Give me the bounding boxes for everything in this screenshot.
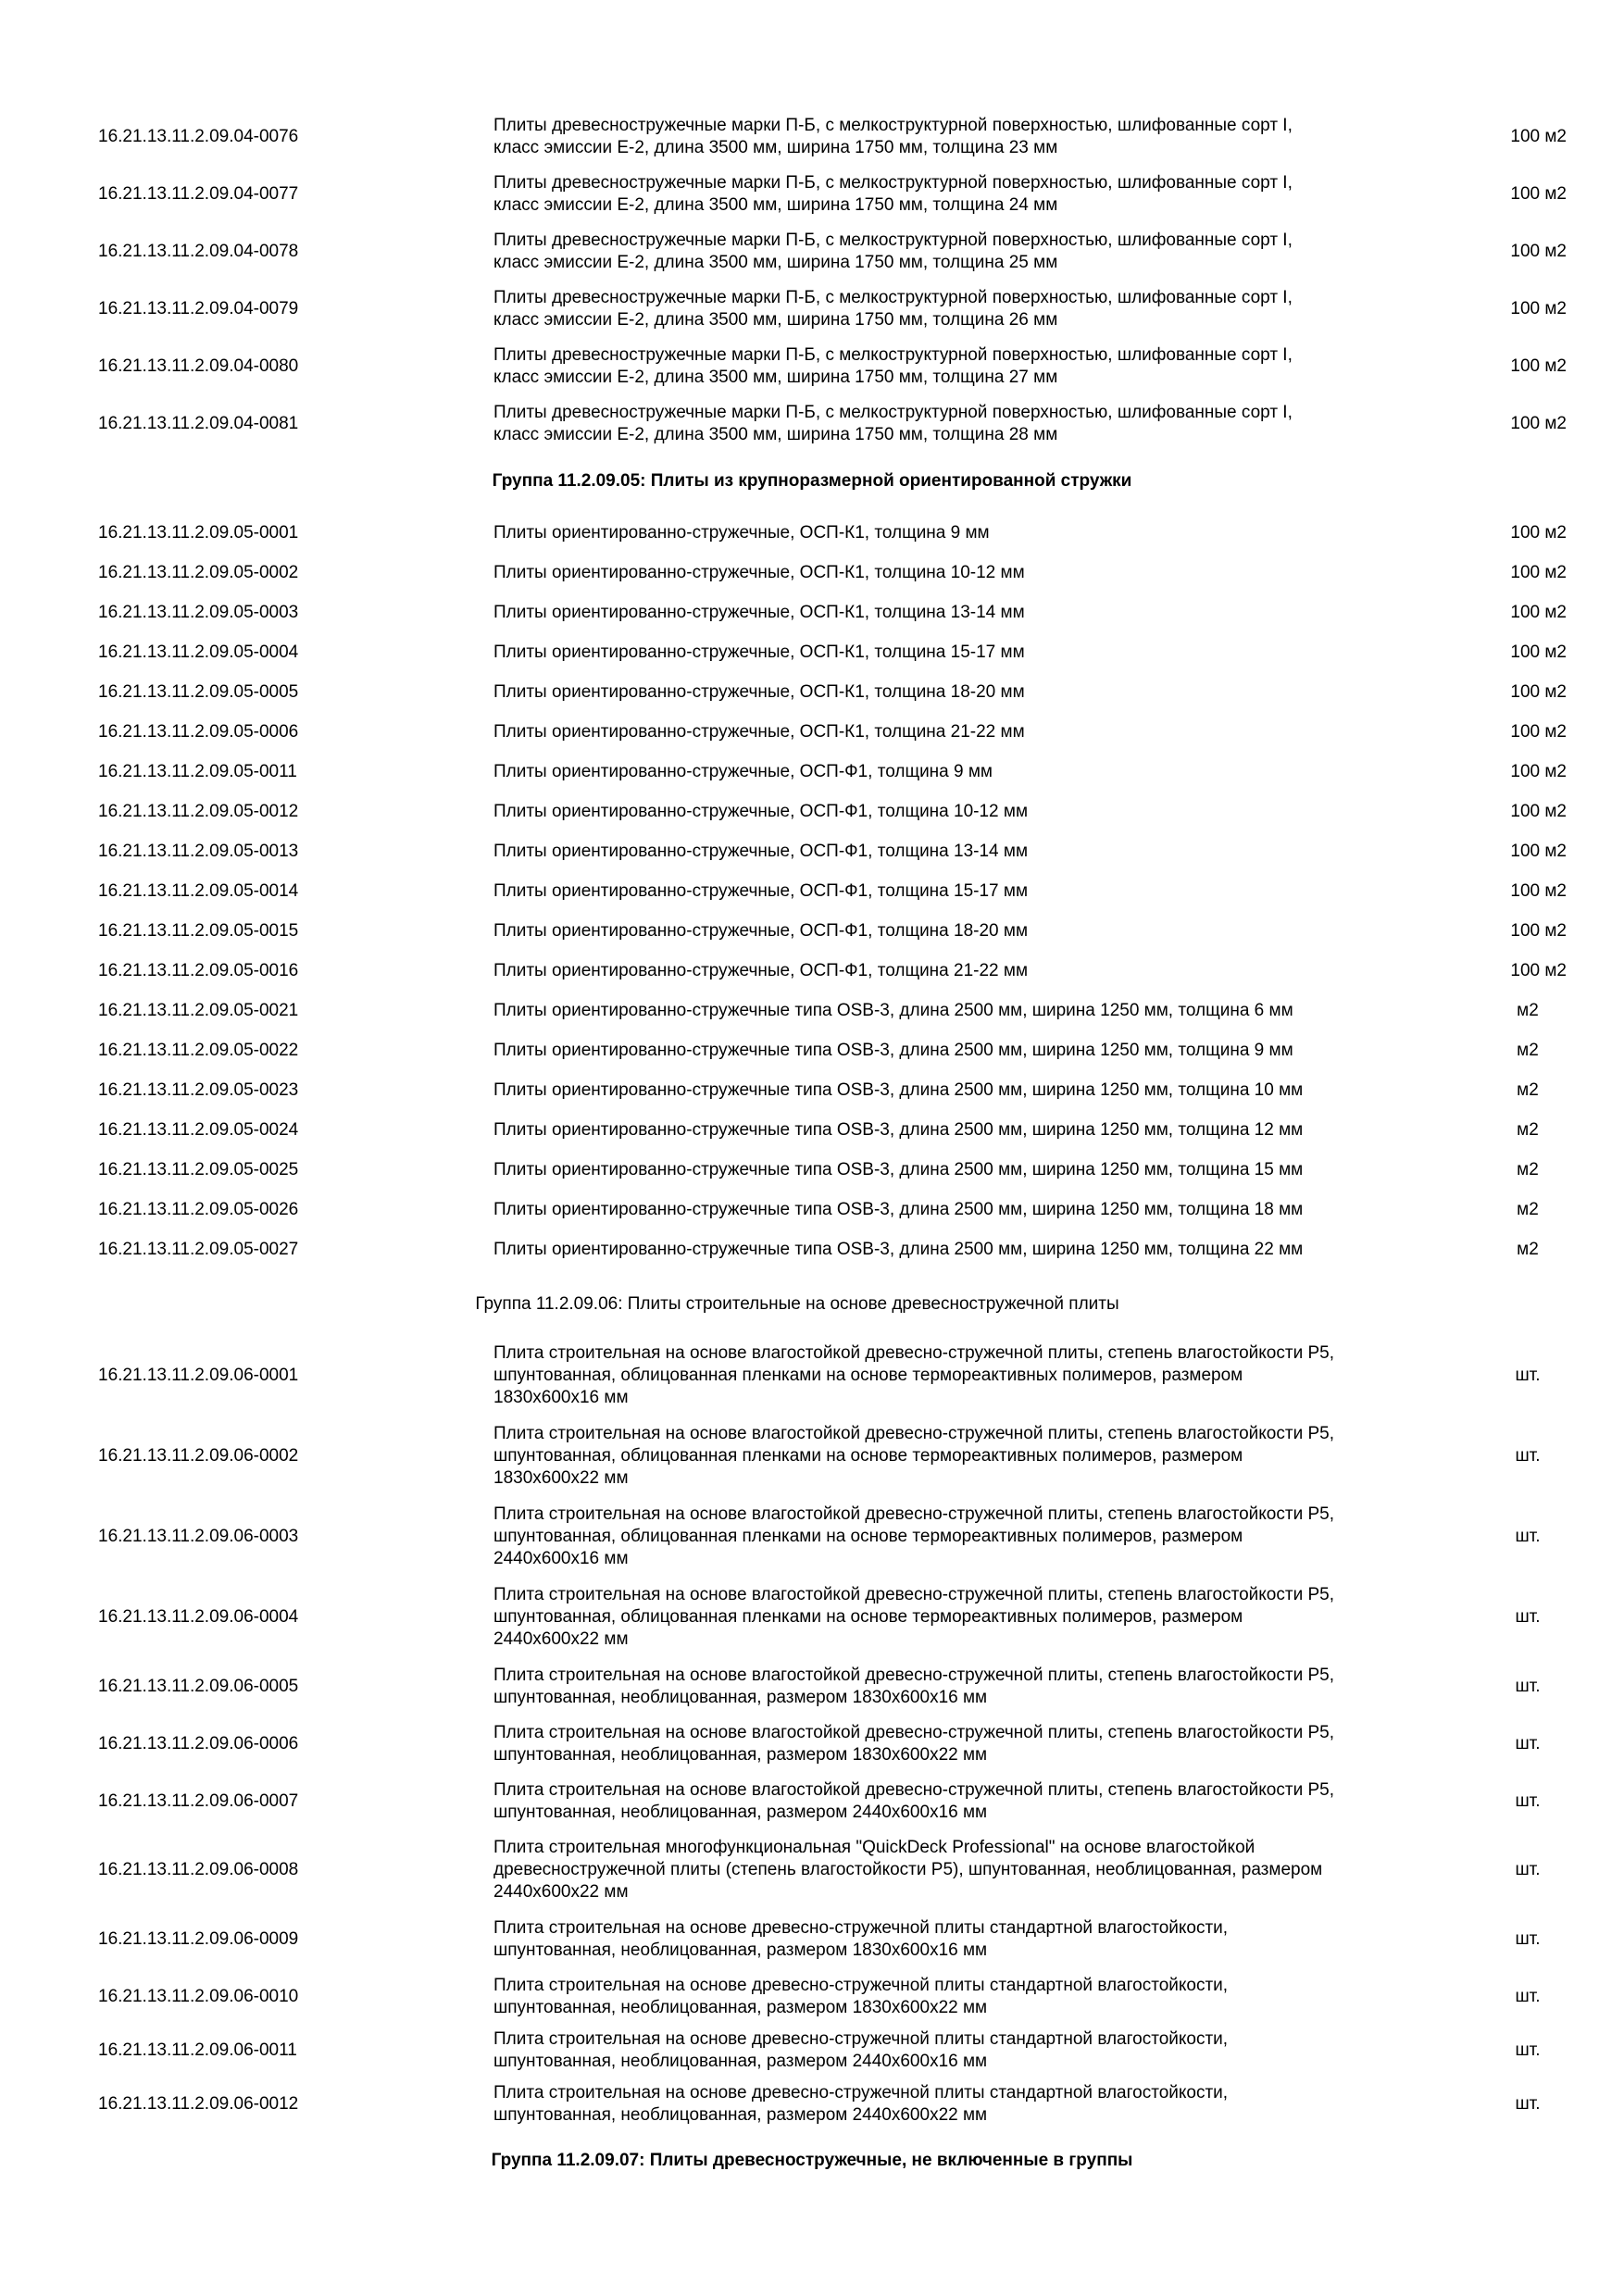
- item-description: Плиты древесностружечные марки П-Б, с мелкоструктурной поверхностью, шлифованные сорт I, класс эмиссии Е-2, длина 3500 мм, ширина 1750 мм, толщина 24 мм: [493, 173, 1293, 215]
- item-description: Плиты ориентированно-стружечные типа OSB-3, длина 2500 мм, ширина 1250 мм, толщина 9 мм: [493, 1041, 1293, 1060]
- item-code: 16.21.13.11.2.09.04-0080: [98, 356, 299, 376]
- item-code: 16.21.13.11.2.09.06-0004: [98, 1607, 299, 1627]
- item-unit: 100 м2: [1510, 842, 1567, 861]
- item-description: Плита строительная на основе древесно-стружечной плиты стандартной влагостойкости, шпунтованная, необлицованная, размером 2440х600х22 мм: [493, 2083, 1229, 2125]
- item-code: 16.21.13.11.2.09.06-0001: [98, 1366, 299, 1385]
- item-unit: шт.: [1515, 1607, 1541, 1627]
- item-description: Плиты ориентированно-стружечные, ОСП-К1, толщина 21-22 мм: [493, 722, 1025, 742]
- item-description: Плиты ориентированно-стружечные, ОСП-К1, толщина 15-17 мм: [493, 643, 1025, 662]
- item-description: Плита строительная на основе древесно-стружечной плиты стандартной влагостойкости, шпунтованная, необлицованная, размером 2440х600х16 мм: [493, 2029, 1229, 2071]
- item-unit: шт.: [1515, 1446, 1541, 1466]
- item-description: Плиты ориентированно-стружечные, ОСП-К1, толщина 10-12 мм: [493, 563, 1025, 582]
- item-code: 16.21.13.11.2.09.05-0021: [98, 1001, 299, 1020]
- item-unit: м2: [1517, 1240, 1539, 1259]
- item-description: Плиты ориентированно-стружечные типа OSB-3, длина 2500 мм, ширина 1250 мм, толщина 15 мм: [493, 1160, 1304, 1179]
- item-unit: м2: [1517, 1120, 1539, 1140]
- item-code: 16.21.13.11.2.09.05-0024: [98, 1120, 299, 1140]
- item-code: 16.21.13.11.2.09.04-0078: [98, 242, 299, 261]
- item-description: Плиты древесностружечные марки П-Б, с мелкоструктурной поверхностью, шлифованные сорт I, класс эмиссии Е-2, длина 3500 мм, ширина 1750 мм, толщина 27 мм: [493, 345, 1293, 387]
- item-unit: 100 м2: [1510, 414, 1567, 433]
- item-description: Плиты ориентированно-стружечные, ОСП-Ф1, толщина 18-20 мм: [493, 921, 1029, 941]
- item-code: 16.21.13.11.2.09.05-0012: [98, 802, 299, 821]
- item-description: Плиты ориентированно-стружечные типа OSB-3, длина 2500 мм, ширина 1250 мм, толщина 18 мм: [493, 1200, 1304, 1219]
- item-code: 16.21.13.11.2.09.06-0008: [98, 1860, 299, 1879]
- item-unit: м2: [1517, 1160, 1539, 1179]
- item-code: 16.21.13.11.2.09.05-0023: [98, 1080, 299, 1100]
- item-code: 16.21.13.11.2.09.05-0015: [98, 921, 299, 941]
- item-unit: 100 м2: [1510, 299, 1567, 318]
- item-code: 16.21.13.11.2.09.06-0002: [98, 1446, 299, 1466]
- item-unit: шт.: [1515, 1929, 1541, 1949]
- item-code: 16.21.13.11.2.09.05-0016: [98, 961, 299, 980]
- item-unit: 100 м2: [1510, 881, 1567, 901]
- item-code: 16.21.13.11.2.09.05-0025: [98, 1160, 299, 1179]
- item-description: Плиты ориентированно-стружечные, ОСП-Ф1, толщина 10-12 мм: [493, 802, 1029, 821]
- item-unit: 100 м2: [1510, 762, 1567, 781]
- item-description: Плиты древесностружечные марки П-Б, с мелкоструктурной поверхностью, шлифованные сорт I, класс эмиссии Е-2, длина 3500 мм, ширина 1750 мм, толщина 25 мм: [493, 231, 1293, 272]
- table-row: [0, 287, 1624, 331]
- group-heading: Группа 11.2.09.07: Плиты древесностружечные, не включенные в группы: [491, 2151, 1133, 2170]
- item-code: 16.21.13.11.2.09.06-0012: [98, 2094, 299, 2114]
- group-heading: Группа 11.2.09.05: Плиты из крупноразмерной ориентированной стружки: [492, 471, 1132, 491]
- table-row: [0, 172, 1624, 217]
- item-unit: шт.: [1515, 1860, 1541, 1879]
- item-description: Плиты ориентированно-стружечные, ОСП-Ф1, толщина 21-22 мм: [493, 961, 1029, 980]
- item-unit: шт.: [1515, 1527, 1541, 1546]
- item-code: 16.21.13.11.2.09.05-0026: [98, 1200, 299, 1219]
- item-unit: 100 м2: [1510, 722, 1567, 742]
- item-code: 16.21.13.11.2.09.04-0079: [98, 299, 299, 318]
- item-description: Плиты ориентированно-стружечные типа OSB-3, длина 2500 мм, ширина 1250 мм, толщина 10 мм: [493, 1080, 1304, 1100]
- table-row: [0, 230, 1624, 274]
- item-code: 16.21.13.11.2.09.05-0027: [98, 1240, 299, 1259]
- item-unit: шт.: [1515, 1677, 1541, 1696]
- item-description: Плиты ориентированно-стружечные типа OSB-3, длина 2500 мм, ширина 1250 мм, толщина 12 мм: [493, 1120, 1304, 1140]
- item-description: Плита строительная на основе влагостойкой древесно-стружечной плиты, степень влагостойкости Р5, шпунтованная, облицованная пленками на основе термореактивных полимеров, размером 2440х600х22 мм: [493, 1585, 1334, 1649]
- item-code: 16.21.13.11.2.09.06-0011: [98, 2040, 297, 2060]
- item-unit: 100 м2: [1510, 523, 1567, 543]
- group-heading: Группа 11.2.09.06: Плиты строительные на основе древесностружечной плиты: [475, 1294, 1119, 1314]
- item-unit: 100 м2: [1510, 184, 1567, 204]
- item-code: 16.21.13.11.2.09.05-0014: [98, 881, 299, 901]
- item-code: 16.21.13.11.2.09.05-0011: [98, 762, 297, 781]
- item-code: 16.21.13.11.2.09.05-0003: [98, 603, 299, 622]
- item-description: Плиты древесностружечные марки П-Б, с мелкоструктурной поверхностью, шлифованные сорт I, класс эмиссии Е-2, длина 3500 мм, ширина 1750 мм, толщина 26 мм: [493, 288, 1293, 330]
- table-row: [0, 115, 1624, 159]
- item-code: 16.21.13.11.2.09.04-0077: [98, 184, 299, 204]
- item-code: 16.21.13.11.2.09.05-0001: [98, 523, 299, 543]
- item-description: Плита строительная на основе влагостойкой древесно-стружечной плиты, степень влагостойкости Р5, шпунтованная, необлицованная, размером 1830х600х16 мм: [493, 1666, 1334, 1707]
- item-description: Плиты ориентированно-стружечные типа OSB-3, длина 2500 мм, ширина 1250 мм, толщина 6 мм: [493, 1001, 1293, 1020]
- item-description: Плита строительная на основе влагостойкой древесно-стружечной плиты, степень влагостойкости Р5, шпунтованная, облицованная пленками на основе термореактивных полимеров, размером 1830х600х22 мм: [493, 1424, 1334, 1488]
- item-description: Плиты древесностружечные марки П-Б, с мелкоструктурной поверхностью, шлифованные сорт I, класс эмиссии Е-2, длина 3500 мм, ширина 1750 мм, толщина 23 мм: [493, 116, 1293, 157]
- item-unit: шт.: [1515, 2094, 1541, 2114]
- item-code: 16.21.13.11.2.09.05-0005: [98, 682, 299, 702]
- item-code: 16.21.13.11.2.09.05-0022: [98, 1041, 299, 1060]
- item-unit: шт.: [1515, 1987, 1541, 2006]
- item-description: Плита строительная многофункциональная "QuickDeck Professional" на основе влагостойкой древесностружечной плиты (степень влагостойкости Р5), шпунтованная, необлицованная, размером 2440х600х22 мм: [493, 1838, 1323, 1902]
- item-description: Плиты ориентированно-стружечные, ОСП-Ф1, толщина 9 мм: [493, 762, 993, 781]
- item-unit: 100 м2: [1510, 127, 1567, 146]
- item-description: Плиты ориентированно-стружечные, ОСП-К1, толщина 18-20 мм: [493, 682, 1025, 702]
- item-description: Плита строительная на основе влагостойкой древесно-стружечной плиты, степень влагостойкости Р5, шпунтованная, облицованная пленками на основе термореактивных полимеров, размером 1830х600х16 мм: [493, 1343, 1334, 1407]
- item-code: 16.21.13.11.2.09.05-0002: [98, 563, 299, 582]
- item-description: Плиты ориентированно-стружечные, ОСП-Ф1, толщина 15-17 мм: [493, 881, 1029, 901]
- item-unit: 100 м2: [1510, 802, 1567, 821]
- item-unit: м2: [1517, 1041, 1539, 1060]
- item-code: 16.21.13.11.2.09.05-0004: [98, 643, 299, 662]
- item-code: 16.21.13.11.2.09.04-0081: [98, 414, 299, 433]
- item-code: 16.21.13.11.2.09.06-0010: [98, 1987, 299, 2006]
- item-unit: 100 м2: [1510, 682, 1567, 702]
- item-unit: 100 м2: [1510, 603, 1567, 622]
- item-code: 16.21.13.11.2.09.06-0006: [98, 1734, 299, 1753]
- item-code: 16.21.13.11.2.09.04-0076: [98, 127, 299, 146]
- item-code: 16.21.13.11.2.09.06-0003: [98, 1527, 299, 1546]
- item-description: Плита строительная на основе древесно-стружечной плиты стандартной влагостойкости, шпунтованная, необлицованная, размером 1830х600х22 мм: [493, 1976, 1229, 2017]
- item-description: Плиты ориентированно-стружечные, ОСП-К1, толщина 9 мм: [493, 523, 990, 543]
- item-description: Плиты ориентированно-стружечные, ОСП-Ф1, толщина 13-14 мм: [493, 842, 1029, 861]
- item-unit: 100 м2: [1510, 242, 1567, 261]
- table-row: [0, 402, 1624, 446]
- item-unit: 100 м2: [1510, 961, 1567, 980]
- item-unit: шт.: [1515, 2040, 1541, 2060]
- item-code: 16.21.13.11.2.09.06-0009: [98, 1929, 299, 1949]
- item-code: 16.21.13.11.2.09.05-0013: [98, 842, 299, 861]
- item-description: Плиты ориентированно-стружечные типа OSB-3, длина 2500 мм, ширина 1250 мм, толщина 22 мм: [493, 1240, 1304, 1259]
- item-code: 16.21.13.11.2.09.06-0007: [98, 1791, 299, 1811]
- item-code: 16.21.13.11.2.09.06-0005: [98, 1677, 299, 1696]
- item-unit: шт.: [1515, 1734, 1541, 1753]
- item-code: 16.21.13.11.2.09.05-0006: [98, 722, 299, 742]
- item-description: Плита строительная на основе древесно-стружечной плиты стандартной влагостойкости, шпунтованная, необлицованная, размером 1830х600х16 мм: [493, 1918, 1229, 1960]
- item-description: Плита строительная на основе влагостойкой древесно-стружечной плиты, степень влагостойкости Р5, шпунтованная, облицованная пленками на основе термореактивных полимеров, размером 2440х600х16 мм: [493, 1504, 1334, 1568]
- item-description: Плита строительная на основе влагостойкой древесно-стружечной плиты, степень влагостойкости Р5, шпунтованная, необлицованная, размером 1830х600х22 мм: [493, 1723, 1334, 1765]
- item-unit: 100 м2: [1510, 643, 1567, 662]
- item-unit: м2: [1517, 1200, 1539, 1219]
- item-unit: 100 м2: [1510, 563, 1567, 582]
- item-description: Плиты ориентированно-стружечные, ОСП-К1, толщина 13-14 мм: [493, 603, 1025, 622]
- item-unit: м2: [1517, 1001, 1539, 1020]
- item-unit: м2: [1517, 1080, 1539, 1100]
- item-description: Плита строительная на основе влагостойкой древесно-стружечной плиты, степень влагостойкости Р5, шпунтованная, необлицованная, размером 2440х600х16 мм: [493, 1780, 1334, 1822]
- item-unit: шт.: [1515, 1366, 1541, 1385]
- item-unit: 100 м2: [1510, 921, 1567, 941]
- item-unit: шт.: [1515, 1791, 1541, 1811]
- item-description: Плиты древесностружечные марки П-Б, с мелкоструктурной поверхностью, шлифованные сорт I, класс эмиссии Е-2, длина 3500 мм, ширина 1750 мм, толщина 28 мм: [493, 403, 1293, 444]
- item-unit: 100 м2: [1510, 356, 1567, 376]
- table-row: [0, 344, 1624, 389]
